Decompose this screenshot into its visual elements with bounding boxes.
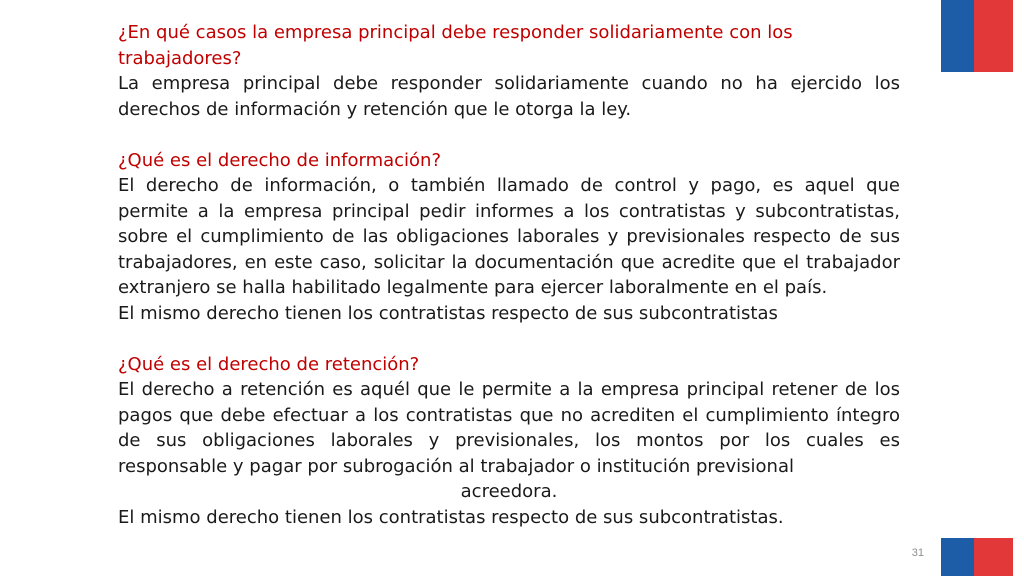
note-2: El mismo derecho tienen los contratistas respecto de sus subcontratistas: [118, 302, 778, 324]
question-1: ¿En qué casos la empresa principal debe responder solidariamente con los trabajadores?: [118, 22, 793, 69]
question-3: ¿Qué es el derecho de retención?: [118, 353, 420, 375]
answer-2: El derecho de información, o también llamado de control y pago, es aquel que permite a la empresa principal pedir informes a los contratistas y subcontratistas, sobre el cumplimiento de las obligaciones laborales y previsionales respecto de sus trabajadores, en este caso, solicitar la documentación que acredite que el trabajador extranjero se halla habilitado legalmente para ejercer laboralmente en el país.: [118, 175, 900, 298]
answer-3-end: acreedora.: [460, 481, 558, 502]
question-2: ¿Qué es el derecho de información?: [118, 149, 442, 171]
slide-content: [118, 20, 900, 530]
note-3: El mismo derecho tienen los contratistas respecto de sus subcontratistas.: [118, 506, 784, 528]
answer-3: El derecho a retención es aquél que le permite a la empresa principal retener de los pagos que debe efectuar a los contratistas que no acrediten el cumplimiento íntegro de sus obligaciones laborales y previsionales, los montos por los cuales es responsable y pagar por subrogación al trabajador o institución previsional: [118, 379, 900, 477]
flag-blue-stripe: [941, 0, 974, 72]
flag-decoration-bottom: [941, 538, 1013, 576]
flag-red-stripe: [974, 538, 1013, 576]
flag-blue-stripe: [941, 538, 974, 576]
flag-decoration-top: [941, 0, 1013, 72]
page-number: 31: [911, 547, 924, 559]
answer-1: La empresa principal debe responder solidariamente cuando no ha ejercido los derechos de información y retención que le otorga la ley.: [118, 73, 900, 120]
flag-red-stripe: [974, 0, 1013, 72]
